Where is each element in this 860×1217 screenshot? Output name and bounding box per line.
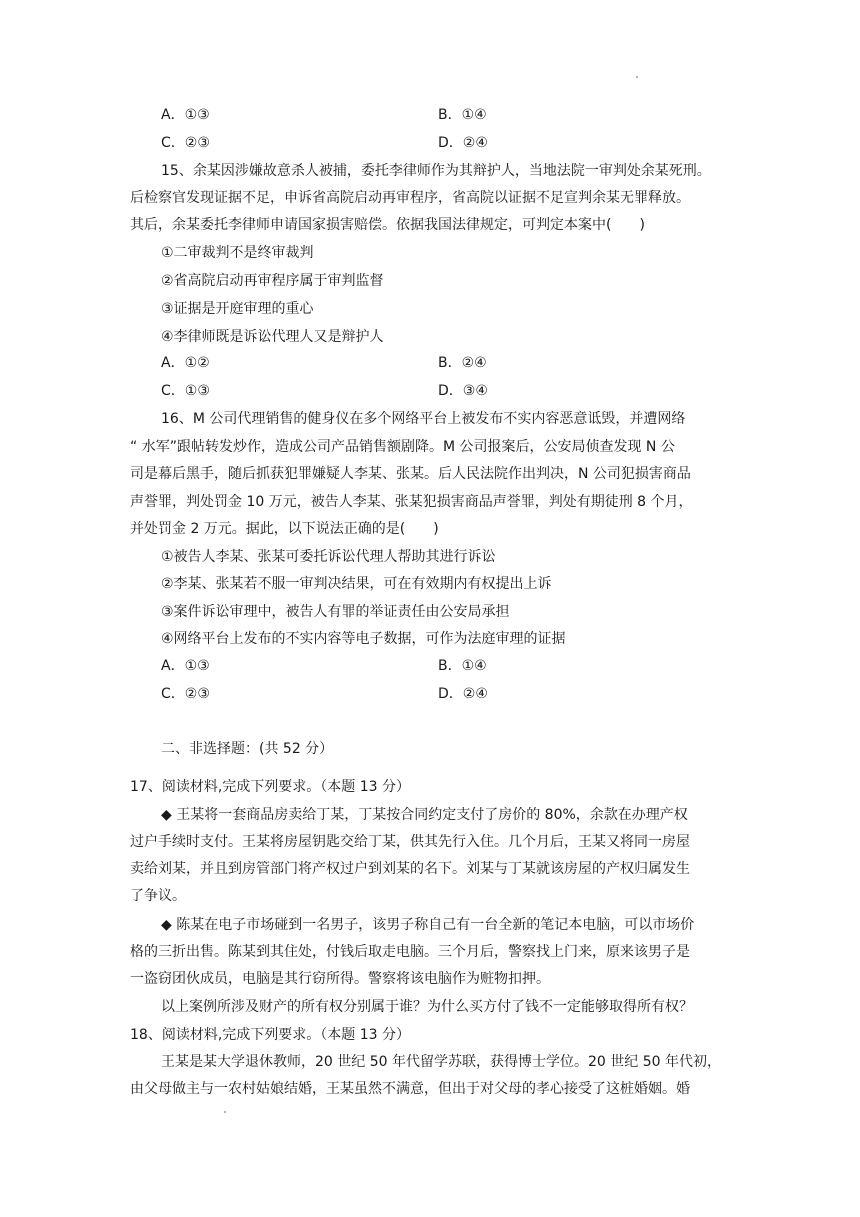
q17-para1-line-4: 了争议。 [130,888,186,904]
q16-item-3: ③案件诉讼审理中，被告人有罪的举证责任由公安局承担 [161,604,510,620]
q17-title: 17、阅读材料,完成下列要求。（本题 13 分） [130,779,410,795]
q16-stem-line-2: “ 水军”跟帖转发炒作，造成公司产品销售额剧降。M 公司报案后，公安局侦查发现 N 公 [130,439,675,455]
q14-option-c: C．②③ [161,135,210,151]
q17-question: 以上案例所涉及财产的所有权分别属于谁？为什么买方付了钱不一定能够取得所有权？ [161,999,693,1015]
q16-option-d: D．②④ [438,686,488,702]
q15-option-d: D．③④ [438,383,488,399]
q16-stem-line-3: 司是幕后黑手，随后抓获犯罪嫌疑人李某、张某。后人民法院作出判决，N 公司犯损害商品 [130,466,691,482]
q16-option-b: B．①④ [438,658,487,674]
q18-para-line-2: 由父母做主与一农村姑娘结婚，王某虽然不满意，但出于对父母的孝心接受了这桩婚姻。婚 [130,1081,690,1097]
q16-item-1: ①被告人李某、张某可委托诉讼代理人帮助其进行诉讼 [161,549,496,565]
q18-para-line-1: 王某是某大学退休教师，20 世纪 50 年代留学苏联，获得博士学位。20 世纪 50 年代初， [161,1054,721,1070]
q15-item-1: ①二审裁判不是终审裁判 [161,245,314,261]
q17-para2-line-1: ◆ 陈某在电子市场碰到一名男子，该男子称自己有一台全新的笔记本电脑，可以市场价 [161,917,695,933]
q15-item-3: ③证据是开庭审理的重心 [161,301,314,317]
q15-option-a: A．①② [161,355,210,371]
q17-para2-line-2: 格的三折出售。陈某到其住处，付钱后取走电脑。三个月后，警察找上门来，原来该男子是 [130,944,690,960]
scan-speck [636,76,638,78]
q15-item-2: ②省高院启动再审程序属于审判监督 [161,273,384,289]
q18-title: 18、阅读材料,完成下列要求。（本题 13 分） [130,1027,410,1043]
q16-option-a: A．①③ [161,658,210,674]
q16-item-2: ②李某、张某若不服一审判决结果，可在有效期内有权提出上诉 [161,576,552,592]
q14-option-a: A．①③ [161,107,210,123]
q15-stem-line-2: 后检察官发现证据不足，申诉省高院启动再审程序，省高院以证据不足宣判余某无罪释放。 [130,190,690,206]
section-heading: 二、非选择题：(共 52 分） [161,741,334,757]
q16-stem-line-5: 并处罚金 2 万元。据此，以下说法正确的是( ) [130,521,439,537]
q16-option-c: C．②③ [161,686,210,702]
q15-option-b: B．②④ [438,355,487,371]
q16-stem-line-4: 声誉罪，判处罚金 10 万元，被告人李某、张某犯损害商品声誉罪，判处有期徒刑 8 个月， [130,494,693,510]
q17-para1-line-2: 过户手续时支付。王某将房屋钥匙交给丁某，供其先行入住。几个月后，王某又将同一房屋 [130,834,690,850]
q15-option-c: C．①③ [161,383,210,399]
q15-stem-line-1: 15、余某因涉嫌故意杀人被捕，委托李律师作为其辩护人，当地法院一审判处余某死刑。 [161,163,711,179]
q17-para1-line-3: 卖给刘某，并且到房管部门将产权过户到刘某的名下。刘某与丁某就该房屋的产权归属发生 [130,861,690,877]
q17-para2-line-3: 一盗窃团伙成员，电脑是其行窃所得。警察将该电脑作为赃物扣押。 [130,971,550,987]
q14-option-b: B．①④ [438,107,487,123]
q17-para1-line-1: ◆ 王某将一套商品房卖给丁某，丁某按合同约定支付了房价的 80%，余款在办理产权 [161,807,688,823]
q14-option-d: D．②④ [438,135,488,151]
q16-stem-line-1: 16、M 公司代理销售的健身仪在多个网络平台上被发布不实内容恶意诋毁，并遭网络 [161,411,686,427]
q15-item-4: ④李律师既是诉讼代理人又是辩护人 [161,329,384,345]
scan-speck [224,1111,226,1113]
q16-item-4: ④网络平台上发布的不实内容等电子数据，可作为法庭审理的证据 [161,631,566,647]
q15-stem-line-3: 其后，余某委托李律师申请国家损害赔偿。依据我国法律规定，可判定本案中( ) [130,217,645,233]
